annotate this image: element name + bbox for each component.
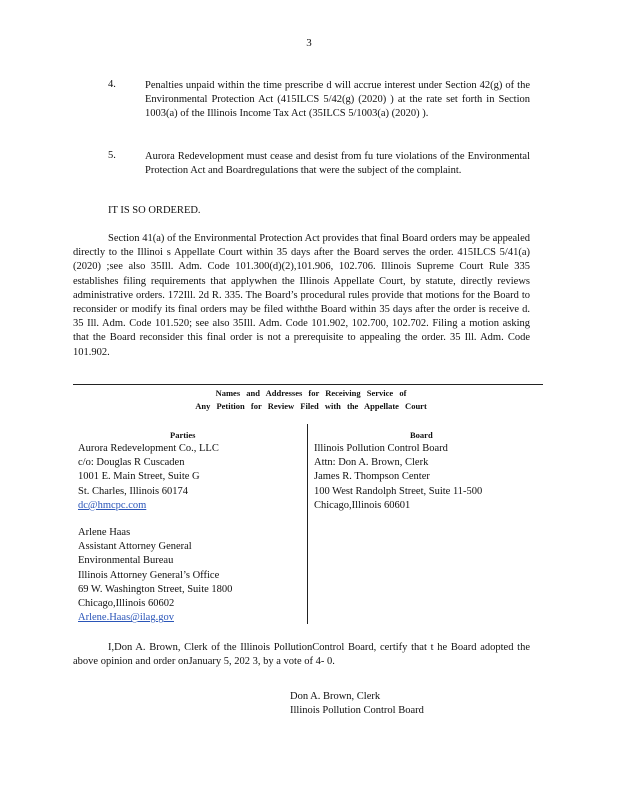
so-ordered-line: IT IS SO ORDERED. — [108, 205, 201, 216]
clerk-certification: I,Don A. Brown, Clerk of the Illinois PollutionControl Board, certify that t he Board adopted the above opinion and order onJanuary 5, 202 3, by a vote of 4- 0. — [73, 642, 530, 668]
address-line: Chicago,Illinois 60601 — [314, 499, 411, 511]
board-address — [314, 442, 482, 513]
appeal-rights-paragraph: Section 41(a) of the Environmental Protection Act provides that final Board orders may be appealed directly to the Illinoi s Appellate Court within 35 days after the Board serves the order. 415ILCS 5/41(a) (2020) ;see also 35Ill. Adm. Code 101.300(d)(2),101.906, 102.706. Illinois Supreme Court Rule 335 establishes filing requirements that applywhen the Illinois Appellate Court, by statute, directly reviews administrative orders. 172Ill. 2d R. 335. The Board’s procedural rules provide that motions for the Board to reconsider or modify its final orders may be filed withthe Board within 35 days after the order is receive d. 35 Ill. Adm. Code 101.520; see also 35Ill. Adm. Code 101.902, 102.700, 102.702. Filing a motion asking that the Board reconsider this final order is not a prerequisite to appealing the order. 35 Ill. Adm. Code 101.902. — [73, 233, 530, 358]
address-line: Chicago,Illinois 60602 — [78, 598, 175, 610]
email-link[interactable]: Arlene.Haas@ilag.gov — [78, 612, 174, 624]
parties-heading: Parties — [170, 430, 196, 440]
party-address-aurora — [78, 442, 219, 513]
address-line: James R. Thompson Center — [314, 471, 430, 483]
address-line: Environmental Bureau — [78, 555, 174, 567]
address-line: 100 West Randolph Street, Suite 11-500 — [314, 485, 483, 497]
service-header-line-2: Any Petition for Review Filed with the Appellate Court — [195, 401, 427, 411]
address-line: 69 W. Washington Street, Suite 1800 — [78, 583, 233, 595]
address-line: Attn: Don A. Brown, Clerk — [314, 457, 429, 469]
section-divider — [73, 384, 543, 385]
signature-block — [290, 690, 424, 718]
order-item-5 — [108, 150, 530, 194]
column-divider — [307, 424, 308, 624]
signature-org: Illinois Pollution Control Board — [290, 705, 424, 717]
order-item-number: 4. — [108, 79, 116, 90]
address-line: Illinois Pollution Control Board — [314, 443, 448, 454]
board-heading: Board — [410, 430, 433, 440]
page-number: 3 — [306, 37, 312, 49]
address-line: Aurora Redevelopment Co., LLC — [78, 443, 219, 454]
email-link[interactable]: dc@hmcpc.com — [78, 499, 147, 511]
service-header-line-1: Names and Addresses for Receiving Service of — [215, 388, 407, 398]
address-line: c/o: Douglas R Cuscaden — [78, 457, 185, 469]
address-line: Illinois Attorney General’s Office — [78, 569, 220, 581]
address-line: Assistant Attorney General — [78, 541, 192, 553]
address-line: St. Charles, Illinois 60174 — [78, 485, 188, 497]
order-item-number: 5. — [108, 150, 116, 161]
order-item-text: Penalties unpaid within the time prescribe d will accrue interest under Section 42(g) of the Environmental Protection Act (415ILCS 5/42(g) (2020) ) at the rate set forth in Section 1003(a) of the Illinois Income Tax Act (35ILCS 5/1003(a) (2020) ). — [145, 80, 530, 120]
party-address-attorney-general — [78, 526, 232, 625]
address-line: 1001 E. Main Street, Suite G — [78, 471, 200, 483]
order-item-text: Aurora Redevelopment must cease and desist from fu ture violations of the Environmental Protection Act and Boardregulations that were the subject of the complaint. — [145, 151, 530, 177]
signature-name: Don A. Brown, Clerk — [290, 691, 381, 702]
address-line: Arlene Haas — [78, 527, 131, 538]
order-item-4 — [108, 79, 530, 137]
